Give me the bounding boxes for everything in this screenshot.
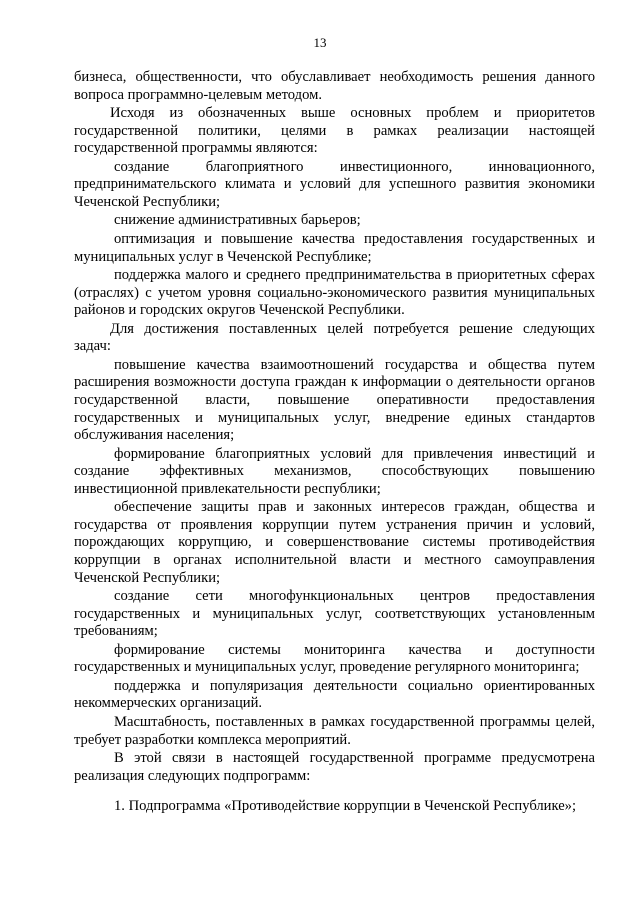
goal-item: оптимизация и повышение качества предоставления государственных и муниципальных услуг в Чеченской Республике; <box>74 230 595 265</box>
subprogram-list-item <box>74 798 595 816</box>
paragraph-goals-intro: Исходя из обозначенных выше основных проблем и приоритетов государственной политики, целями в рамках реализации настоящей государственной программы являются: <box>74 105 595 157</box>
paragraph-scale: Масштабность, поставленных в рамках государственной программы целей, требует разработки комплекса мероприятий. <box>74 713 595 748</box>
task-item: обеспечение защиты прав и законных интересов граждан, общества и государства от проявления коррупции путем устранения причин и условий, порождающих коррупцию, и совершенствование системы противодействия коррупции в органах исполнительной власти и местного самоуправления Чеченской Республики; <box>74 499 595 586</box>
paragraph-tasks-intro: Для достижения поставленных целей потребуется решение следующих задач: <box>74 320 595 355</box>
task-item: создание сети многофункциональных центров предоставления государственных и муниципальных услуг, соответствующих установленным требованиям; <box>74 588 595 640</box>
paragraph-subprograms-intro: В этой связи в настоящей государственной программе предусмотрена реализация следующих подпрограмм: <box>74 750 595 784</box>
task-item: формирование благоприятных условий для привлечения инвестиций и создание эффективных механизмов, способствующих повышению инвестиционной привлекательности республики; <box>74 445 595 497</box>
document-body <box>74 69 595 816</box>
goal-item: поддержка малого и среднего предпринимательства в приоритетных сферах (отраслях) с учетом уровня социально-экономического развития муниципальных районов и городских округов Чеченской Республики. <box>74 266 595 319</box>
page-number: 13 <box>313 35 327 50</box>
task-item: формирование системы мониторинга качества и доступности государственных и муниципальных услуг, проведение регулярного мониторинга; <box>74 641 595 676</box>
subprogram-item: 1. Подпрограмма «Противодействие коррупции в Чеченской Республике»; <box>114 798 577 815</box>
goal-item: снижение административных барьеров; <box>114 212 361 229</box>
task-item: поддержка и популяризация деятельности социально ориентированных некоммерческих организаций. <box>74 677 595 712</box>
task-item: повышение качества взаимоотношений государства и общества путем расширения возможности доступа граждан к информации о деятельности органов государственной власти, повышение оперативности предоставления государственных и муниципальных услуг, внедрение единых стандартов обслуживания населения; <box>74 356 595 444</box>
goal-item: создание благоприятного инвестиционного, инновационного, предпринимательского климата и условий для успешного развития экономики Чеченской Республики; <box>74 158 595 210</box>
paragraph-continuation: бизнеса, общественности, что обуславливает необходимость решения данного вопроса программно-целевым методом. <box>74 69 595 103</box>
